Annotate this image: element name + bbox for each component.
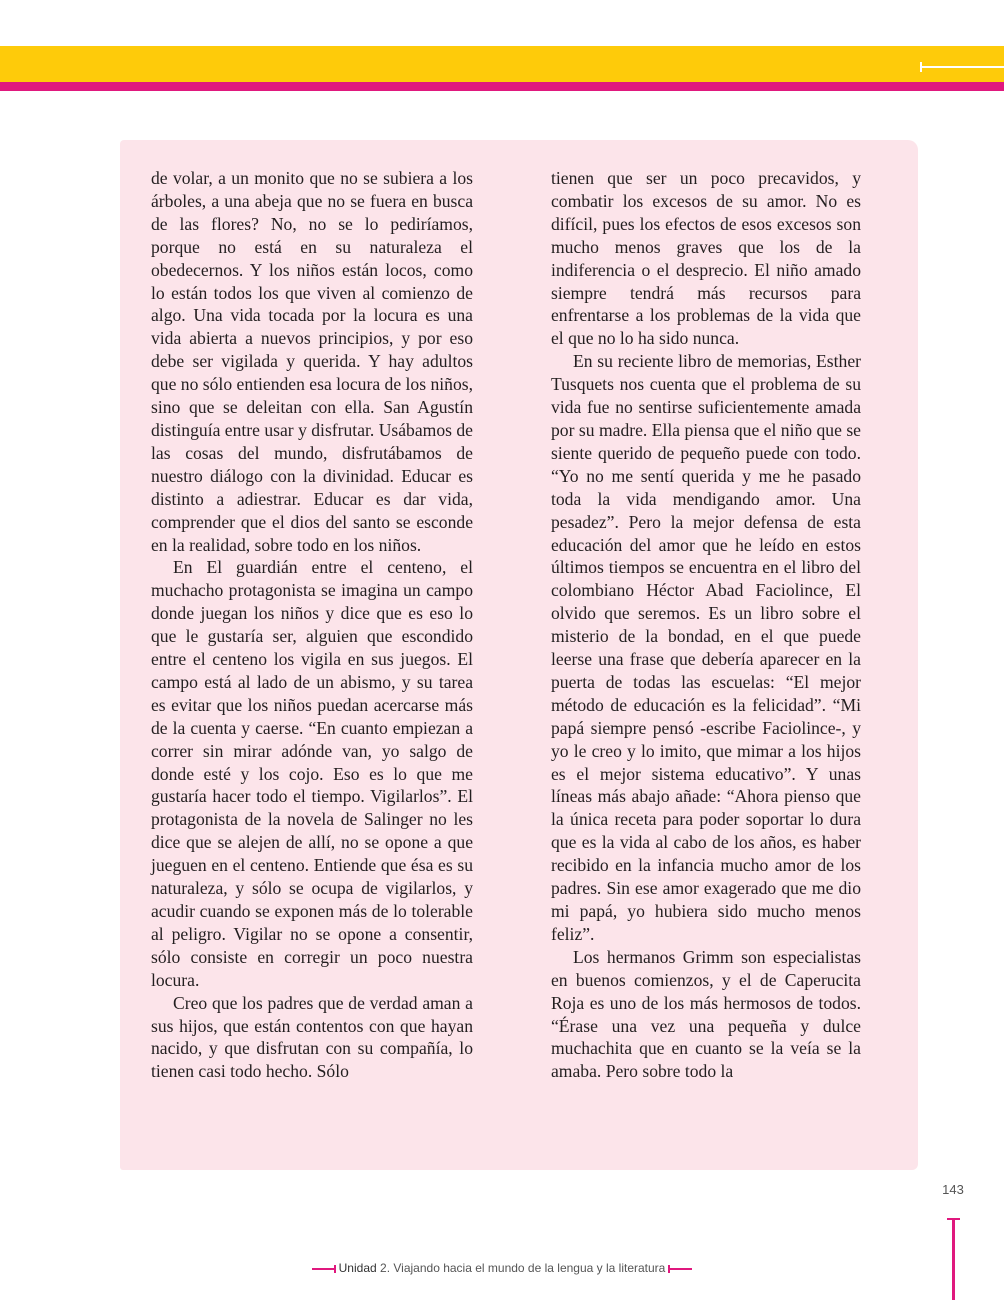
paragraph: En El guardián entre el centeno, el muchacho protagonista se imagina un campo donde juegan los niños y dice que es eso lo que le gustaría ser, alguien que escondido entre el centeno los vigila en sus juegos. El campo está al lado de un abismo, y su tarea es evitar que los niños puedan acercarse más de la cuenta y caerse. “En cuanto empiezan a correr sin mirar adónde van, yo salgo de donde esté y los cojo. Eso es lo que me gustaría hacer todo el tiempo. Vigilarlos”. El protagonista de la novela de Salinger no les dice que se alejen de allí, no se opone a que jueguen en el centeno. Entiende que ésa es su naturaleza, y sólo se ocupa de vigilarlos, y acudir cuando se exponen más de lo tolerable al peligro. Vigilar no se opone a consentir, sólo consiste en corregir un poco nuestra locura. [151,557,473,990]
side-rule [952,1220,955,1300]
right-column [551,167,861,1083]
page-number: 143 [942,1182,964,1197]
footer-rule-left [312,1268,336,1270]
unit-number: 2. [380,1261,391,1275]
unit-label: Unidad [338,1261,377,1275]
paragraph: Creo que los padres que de verdad aman a sus hijos, que están contentos con que hayan nacido, y que disfrutan con su compañía, lo tienen casi todo hecho. Sólo [151,992,473,1082]
footer [0,1261,1004,1275]
paragraph: de volar, a un monito que no se subiera a los árboles, a una abeja que no se fuera en busca de las flores? No, no se lo pediríamos, porque no está en su naturaleza el obedecernos. Y los niños están locos, como lo están todos los que viven al comienzo de algo. Una vida tocada por la locura es una vida abierta a nuevos principios, y por eso debe ser vigilada y querida. Y hay adultos que no sólo entienden esa locura de los niños, sino que se deleitan con ella. San Agustín distinguía entre usar y disfrutar. Usábamos de las cosas del mundo, disfrutábamos de nuestro diálogo con la divinidad. Educar es distinto a adiestrar. Educar es dar vida, comprender que el dios del santo se esconde en la realidad, sobre todo en los niños. [151,168,473,555]
footer-rule-right [668,1268,692,1270]
paragraph: Los hermanos Grimm son especialistas en buenos comienzos, y el de Caperucita Roja es uno de los más hermosos de todos. “Érase una vez una pequeña y dulce muchachita que en cuanto se la veía se la amaba. Pero sobre todo la [551,946,861,1082]
left-column [151,167,473,1083]
header-band-magenta [0,82,1004,91]
header-rule-tick [920,62,922,72]
paragraph: tienen que ser un poco precavidos, y combatir los excesos de su amor. No es difícil, pues los efectos de esos excesos son mucho menos graves que los de la indiferencia o el desprecio. El niño amado siempre tendrá más recursos para enfrentarse a los problemas de la vida que el que no lo ha sido nunca. [551,168,861,349]
paragraph: En su reciente libro de memorias, Esther Tusquets nos cuenta que el problema de su vida fue no sentirse suficientemente amada por su madre. Ella piensa que el niño que se siente querido de pequeño puede con todo. “Yo no me sentí querida y me he pasado toda la vida mendigando amor. Una pesadez”. Pero la mejor defensa de esta educación del amor que he leído en estos últimos tiempos se encuentra en el libro del colombiano Héctor Abad Faciolince, El olvido que seremos. Es un libro sobre el misterio de la bondad, en el que puede leerse una frase que debería aparecer en la puerta de todas las escuelas: “El mejor método de educación es la felicidad”. “Mi papá siempre pensó -escribe Faciolince-, y yo le creo y lo imito, que mimar a los hijos es el mejor sistema educativo”. Y unas líneas más abajo añade: “Ahora pienso que la única receta para poder soportar lo dura que es la vida al cabo de los años, es haber recibido en la infancia mucho amor de los padres. Sin ese amor exagerado que me dio mi papá, yo hubiera sido mucho menos feliz”. [551,351,861,944]
header-rule [920,66,1004,68]
header-band-yellow [0,46,1004,82]
unit-title: Viajando hacia el mundo de la lengua y la literatura [393,1261,666,1275]
